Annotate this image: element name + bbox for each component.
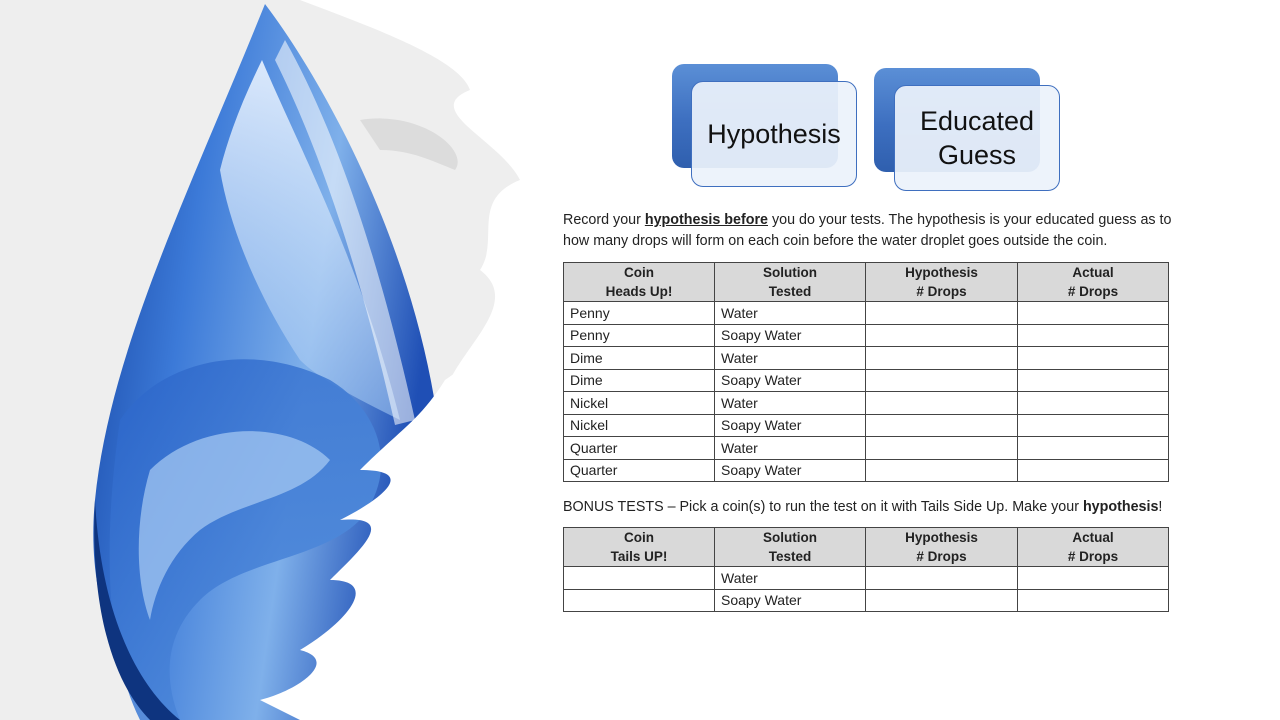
heads-up-worksheet-table xyxy=(563,262,1169,482)
actual-drops-cell[interactable] xyxy=(1018,437,1169,460)
coin-cell: Penny xyxy=(564,302,715,325)
bonus-header-row xyxy=(564,528,1169,567)
hypothesis-drops-cell[interactable] xyxy=(866,437,1018,460)
bonus-table-row xyxy=(564,567,1169,590)
solution-cell: Soapy Water xyxy=(715,369,866,392)
hypothesis-drops-cell[interactable] xyxy=(866,392,1018,415)
bonus-header-coin: Coin Tails UP! xyxy=(564,528,715,567)
header-actual: Actual # Drops xyxy=(1018,263,1169,302)
coin-cell[interactable] xyxy=(564,567,715,590)
bonus-text-start: BONUS TESTS – Pick a coin(s) to run the test on it with Tails Side Up. Make your xyxy=(563,499,1083,515)
hypothesis-drops-cell[interactable] xyxy=(866,324,1018,347)
bonus-text-end: ! xyxy=(1158,499,1163,515)
table-row xyxy=(564,437,1169,460)
coin-cell: Dime xyxy=(564,369,715,392)
hypothesis-concept-box xyxy=(672,64,862,190)
actual-drops-cell[interactable] xyxy=(1018,392,1169,415)
solution-cell: Soapy Water xyxy=(715,414,866,437)
header-coin: Coin Heads Up! xyxy=(564,263,715,302)
hypothesis-drops-cell[interactable] xyxy=(866,414,1018,437)
hypothesis-label: Hypothesis xyxy=(691,81,857,187)
hypothesis-drops-cell[interactable] xyxy=(866,459,1018,482)
hypothesis-drops-cell[interactable] xyxy=(866,302,1018,325)
solution-cell: Water xyxy=(715,437,866,460)
actual-drops-cell[interactable] xyxy=(1018,459,1169,482)
bonus-header-solution: Solution Tested xyxy=(715,528,866,567)
actual-drops-cell[interactable] xyxy=(1018,414,1169,437)
table-row xyxy=(564,459,1169,482)
actual-drops-cell[interactable] xyxy=(1018,567,1169,590)
educated-guess-label: Educated Guess xyxy=(894,85,1060,191)
coin-cell[interactable] xyxy=(564,589,715,612)
actual-drops-cell[interactable] xyxy=(1018,302,1169,325)
solution-cell: Soapy Water xyxy=(715,324,866,347)
table-row xyxy=(564,369,1169,392)
actual-drops-cell[interactable] xyxy=(1018,324,1169,347)
coin-cell: Nickel xyxy=(564,414,715,437)
hypothesis-drops-cell[interactable] xyxy=(866,369,1018,392)
coin-cell: Quarter xyxy=(564,437,715,460)
actual-drops-cell[interactable] xyxy=(1018,369,1169,392)
bonus-table-row xyxy=(564,589,1169,612)
instructions-text-start: Record your xyxy=(563,212,645,228)
solution-cell: Soapy Water xyxy=(715,589,866,612)
bonus-header-hypothesis: Hypothesis # Drops xyxy=(866,528,1018,567)
coin-cell: Quarter xyxy=(564,459,715,482)
instructions-paragraph xyxy=(563,210,1183,252)
bonus-emphasis: hypothesis xyxy=(1082,499,1159,515)
instructions-emphasis: hypothesis before xyxy=(644,212,768,228)
educated-guess-concept-box xyxy=(874,68,1064,194)
actual-drops-cell[interactable] xyxy=(1018,589,1169,612)
solution-cell: Water xyxy=(715,302,866,325)
hypothesis-drops-cell[interactable] xyxy=(866,347,1018,370)
header-solution: Solution Tested xyxy=(715,263,866,302)
solution-cell: Water xyxy=(715,567,866,590)
table-row xyxy=(564,324,1169,347)
bonus-header-actual: Actual # Drops xyxy=(1018,528,1169,567)
table-row xyxy=(564,302,1169,325)
solution-cell: Soapy Water xyxy=(715,459,866,482)
solution-cell: Water xyxy=(715,392,866,415)
table-row xyxy=(564,347,1169,370)
bonus-instructions xyxy=(563,497,1183,517)
header-hypothesis: Hypothesis # Drops xyxy=(866,263,1018,302)
coin-cell: Dime xyxy=(564,347,715,370)
actual-drops-cell[interactable] xyxy=(1018,347,1169,370)
tails-up-bonus-table xyxy=(563,527,1169,612)
table-row xyxy=(564,414,1169,437)
water-droplet-illustration xyxy=(0,0,560,720)
table-header-row xyxy=(564,263,1169,302)
coin-cell: Penny xyxy=(564,324,715,347)
table-row xyxy=(564,392,1169,415)
hypothesis-drops-cell[interactable] xyxy=(866,589,1018,612)
coin-cell: Nickel xyxy=(564,392,715,415)
hypothesis-drops-cell[interactable] xyxy=(866,567,1018,590)
instructions-text-end: you do your tests. The hypothesis is your educated guess as to how many drops will form on each coin before the water droplet goes outside the coin. xyxy=(563,212,1172,249)
solution-cell: Water xyxy=(715,347,866,370)
